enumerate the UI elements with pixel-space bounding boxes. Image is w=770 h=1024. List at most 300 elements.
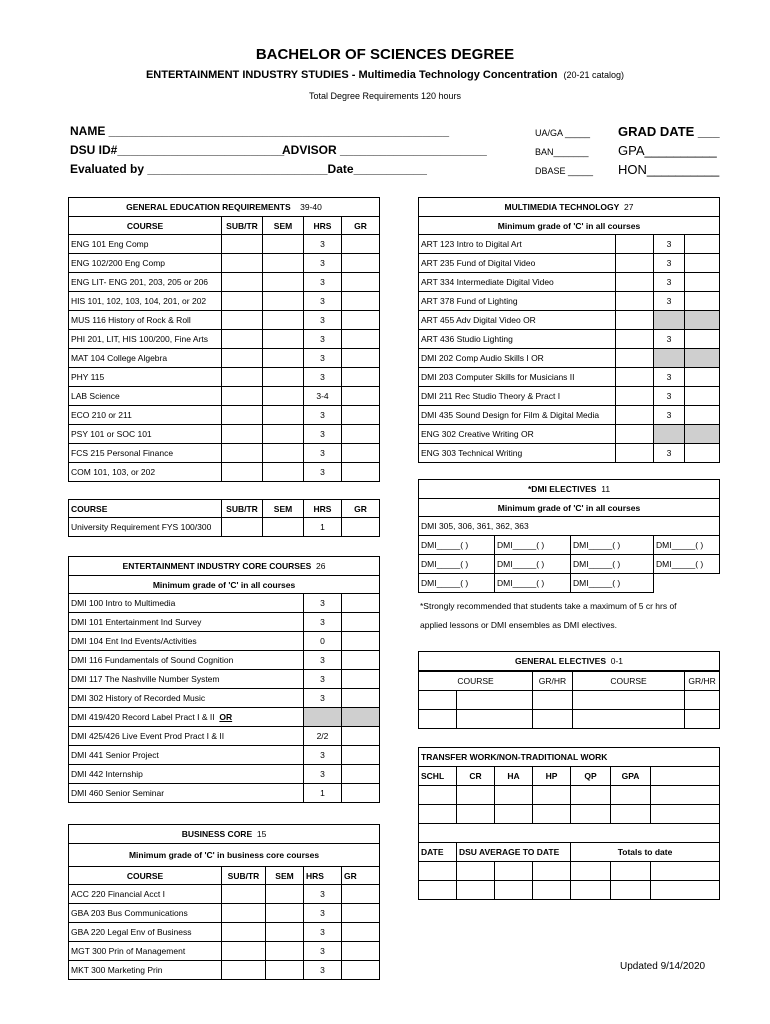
gr-cell[interactable]	[342, 923, 380, 942]
subtr-cell[interactable]	[222, 368, 263, 387]
mmt-table	[418, 197, 720, 463]
input-cell[interactable]	[533, 709, 573, 728]
input-cell[interactable]	[573, 690, 685, 709]
gr-cell[interactable]	[342, 904, 380, 923]
sem-cell[interactable]	[263, 349, 304, 368]
input-cell[interactable]	[495, 805, 533, 824]
hrs-cell: 1	[304, 784, 342, 803]
sem-cell[interactable]	[616, 273, 654, 292]
hrs-cell: 3	[304, 651, 342, 670]
electives-table	[418, 479, 720, 593]
hrs-cell: 3	[654, 273, 685, 292]
gr-cell[interactable]	[342, 632, 380, 651]
course-name: ENG 303 Technical Writing	[419, 444, 616, 463]
input-cell[interactable]	[419, 786, 457, 805]
empty-cell	[654, 574, 720, 593]
input-cell[interactable]	[611, 786, 651, 805]
hrs-cell	[304, 708, 342, 727]
catalog-year: (20-21 catalog)	[563, 70, 625, 80]
hrs-cell: 3	[304, 444, 342, 463]
col-gr: GR	[342, 867, 380, 885]
gr-cell[interactable]	[685, 444, 720, 463]
sem-cell[interactable]	[263, 406, 304, 425]
hrs-cell: 3	[304, 923, 342, 942]
gr-cell[interactable]	[342, 961, 380, 980]
hrs-cell: 3	[304, 406, 342, 425]
subtr-cell[interactable]	[222, 406, 263, 425]
course-name: MUS 116 History of Rock & Roll	[69, 311, 222, 330]
course-name: DMI 302 History of Recorded Music	[69, 689, 304, 708]
or-label: OR	[219, 712, 233, 722]
gr-cell[interactable]	[685, 368, 720, 387]
subtr-cell[interactable]	[222, 961, 266, 980]
transfer-table	[418, 747, 720, 900]
gr-cell[interactable]	[342, 518, 380, 537]
gr-cell[interactable]	[342, 885, 380, 904]
evaluated-field[interactable]: Evaluated by ___________________________Date___________	[70, 162, 427, 176]
elective-slot[interactable]: DMI_____( )	[495, 574, 571, 593]
col-hrs: HRS	[304, 867, 342, 885]
sem-cell[interactable]	[616, 368, 654, 387]
gr-cell[interactable]	[342, 254, 380, 273]
fys-table	[68, 499, 380, 537]
input-cell[interactable]	[571, 862, 611, 881]
gr-cell[interactable]	[342, 594, 380, 613]
hrs-cell: 3	[304, 292, 342, 311]
subtr-cell[interactable]	[222, 387, 263, 406]
sem-cell[interactable]	[263, 311, 304, 330]
subtr-cell[interactable]	[222, 463, 263, 482]
name-field[interactable]: NAME ___________________________________________________	[70, 124, 450, 138]
input-cell[interactable]	[457, 881, 495, 900]
electives-list: DMI 305, 306, 361, 362, 363	[419, 517, 720, 536]
sem-cell[interactable]	[266, 923, 304, 942]
subtr-cell[interactable]	[222, 942, 266, 961]
course-name: ENG LIT- ENG 201, 203, 205 or 206	[69, 273, 222, 292]
course-name: DMI 100 Intro to Multimedia	[69, 594, 304, 613]
input-cell[interactable]	[495, 786, 533, 805]
sem-cell[interactable]	[616, 406, 654, 425]
hrs-cell: 3	[654, 330, 685, 349]
input-cell[interactable]	[611, 805, 651, 824]
gr-cell[interactable]	[685, 311, 720, 330]
sem-cell[interactable]	[266, 904, 304, 923]
subtr-cell[interactable]	[222, 254, 263, 273]
input-cell[interactable]	[495, 862, 533, 881]
course-name: HIS 101, 102, 103, 104, 201, or 202	[69, 292, 222, 311]
elective-slot[interactable]: DMI_____( )	[419, 574, 495, 593]
gr-cell[interactable]	[342, 349, 380, 368]
grad-date-field[interactable]: GRAD DATE ___	[618, 124, 720, 139]
elective-slot[interactable]: DMI_____( )	[419, 536, 495, 555]
input-cell[interactable]	[419, 805, 457, 824]
sem-cell[interactable]	[263, 444, 304, 463]
subtr-cell[interactable]	[222, 273, 263, 292]
gen-ed-hours: 39-40	[300, 202, 322, 212]
gr-cell[interactable]	[685, 292, 720, 311]
electives-title-text: *DMI ELECTIVES	[528, 484, 597, 494]
hrs-cell: 0	[304, 632, 342, 651]
input-cell[interactable]	[571, 786, 611, 805]
updated-date: Updated 9/14/2020	[620, 961, 706, 972]
hrs-cell: 3	[654, 292, 685, 311]
col-totals: Totals to date	[571, 843, 720, 862]
gr-cell[interactable]	[342, 942, 380, 961]
input-cell[interactable]	[457, 805, 495, 824]
dbase-field[interactable]: DBASE _____	[535, 166, 594, 176]
business-hours: 15	[256, 829, 267, 839]
electives-note-2: applied lessons or DMI ensembles as DMI electives.	[420, 620, 617, 630]
sem-cell[interactable]	[263, 254, 304, 273]
gr-cell[interactable]	[342, 273, 380, 292]
course-name: DMI 117 The Nashville Number System	[69, 670, 304, 689]
sem-cell[interactable]	[616, 254, 654, 273]
sem-cell[interactable]	[616, 330, 654, 349]
gr-cell[interactable]	[342, 746, 380, 765]
input-cell[interactable]	[651, 786, 720, 805]
input-cell[interactable]	[457, 690, 533, 709]
gr-cell[interactable]	[342, 406, 380, 425]
hrs-cell: 3-4	[304, 387, 342, 406]
core-table	[68, 556, 380, 803]
sem-cell[interactable]	[616, 387, 654, 406]
spacer-row	[419, 824, 720, 843]
col-gr: GR	[342, 217, 380, 235]
hrs-cell: 3	[304, 885, 342, 904]
gr-cell[interactable]	[342, 784, 380, 803]
elective-slot[interactable]: DMI_____( )	[654, 555, 720, 574]
hrs-cell: 3	[304, 368, 342, 387]
input-cell[interactable]	[533, 786, 571, 805]
gr-cell[interactable]	[342, 387, 380, 406]
sem-cell[interactable]	[263, 368, 304, 387]
col-hrs: HRS	[304, 500, 342, 518]
hrs-cell: 3	[304, 942, 342, 961]
page-subtitle	[0, 69, 770, 81]
transfer-title: TRANSFER WORK/NON-TRADITIONAL WORK	[419, 748, 720, 767]
hrs-cell: 3	[304, 273, 342, 292]
elective-slot[interactable]: DMI_____( )	[419, 555, 495, 574]
subtr-cell[interactable]	[222, 330, 263, 349]
input-cell[interactable]	[571, 881, 611, 900]
gr-cell[interactable]	[685, 387, 720, 406]
gen-elect-hours: 0-1	[610, 656, 624, 666]
gr-cell[interactable]	[342, 765, 380, 784]
gr-cell[interactable]	[685, 330, 720, 349]
hrs-cell: 3	[654, 406, 685, 425]
hrs-cell: 2/2	[304, 727, 342, 746]
course-name: DMI 211 Rec Studio Theory & Pract I	[419, 387, 616, 406]
sem-cell[interactable]	[266, 961, 304, 980]
gen-elect-title-text: GENERAL ELECTIVES	[515, 656, 607, 666]
col-schl: SCHL	[419, 767, 457, 786]
input-cell[interactable]	[419, 881, 457, 900]
gr-cell[interactable]	[342, 292, 380, 311]
gen-elect-table	[418, 651, 720, 729]
core-title	[69, 557, 380, 576]
input-cell[interactable]	[533, 805, 571, 824]
sem-cell[interactable]	[616, 311, 654, 330]
sem-cell[interactable]	[616, 425, 654, 444]
input-cell[interactable]	[685, 709, 720, 728]
gr-cell[interactable]	[685, 273, 720, 292]
col-subtr: SUB/TR	[222, 500, 263, 518]
col-avg: DSU AVERAGE TO DATE	[457, 843, 571, 862]
course-name	[69, 708, 304, 727]
sem-cell[interactable]	[263, 463, 304, 482]
core-min-grade: Minimum grade of 'C' in all courses	[69, 576, 380, 594]
course-name: PSY 101 or SOC 101	[69, 425, 222, 444]
input-cell[interactable]	[457, 709, 533, 728]
hrs-cell: 3	[304, 613, 342, 632]
subtr-cell[interactable]	[222, 292, 263, 311]
col-sem: SEM	[263, 217, 304, 235]
input-cell[interactable]	[533, 690, 573, 709]
course-name: DMI 101 Entertainment Ind Survey	[69, 613, 304, 632]
subtr-cell[interactable]	[222, 518, 263, 537]
hrs-cell: 3	[304, 254, 342, 273]
subtr-cell[interactable]	[222, 885, 266, 904]
input-cell[interactable]	[611, 881, 651, 900]
col-hrs: HRS	[304, 217, 342, 235]
col-sem: SEM	[263, 500, 304, 518]
hrs-cell: 3	[304, 311, 342, 330]
mmt-hours: 27	[624, 202, 634, 212]
hrs-cell: 3	[304, 463, 342, 482]
mmt-title	[419, 198, 720, 217]
business-table	[68, 824, 380, 980]
dsu-id-field[interactable]: DSU ID#_________________________	[70, 143, 285, 157]
advisor-field[interactable]: ADVISOR ______________________	[282, 143, 487, 157]
course-name: PHI 201, LIT, HIS 100/200, Fine Arts	[69, 330, 222, 349]
hrs-cell: 3	[304, 594, 342, 613]
sem-cell[interactable]	[616, 235, 654, 254]
course-name: LAB Science	[69, 387, 222, 406]
gr-cell[interactable]	[342, 444, 380, 463]
elective-slot[interactable]: DMI_____( )	[571, 574, 654, 593]
spacer-cell	[651, 767, 720, 786]
mmt-title-text: MULTIMEDIA TECHNOLOGY	[504, 202, 620, 212]
hrs-cell: 3	[654, 254, 685, 273]
gr-cell[interactable]	[342, 689, 380, 708]
gen-ed-table	[68, 197, 380, 482]
hrs-cell: 3	[304, 349, 342, 368]
course-name: ART 235 Fund of Digital Video	[419, 254, 616, 273]
col-course: COURSE	[69, 217, 222, 235]
core-hours: 26	[316, 561, 326, 571]
hrs-cell: 3	[304, 689, 342, 708]
sem-cell[interactable]	[616, 444, 654, 463]
gr-cell[interactable]	[342, 651, 380, 670]
ban-field[interactable]: BAN_______	[535, 147, 589, 157]
uaga-field[interactable]: UA/GA _____	[535, 128, 591, 138]
gr-cell[interactable]	[342, 311, 380, 330]
sem-cell[interactable]	[266, 885, 304, 904]
gr-cell[interactable]	[685, 254, 720, 273]
subtr-cell[interactable]	[222, 923, 266, 942]
gr-cell[interactable]	[342, 708, 380, 727]
elective-slot[interactable]: DMI_____( )	[571, 536, 654, 555]
hrs-cell: 3	[304, 330, 342, 349]
input-cell[interactable]	[457, 862, 495, 881]
col-qp: QP	[571, 767, 611, 786]
gr-cell[interactable]	[342, 727, 380, 746]
course-name: ART 123 Intro to Digital Art	[419, 235, 616, 254]
col-course: COURSE	[419, 671, 533, 690]
input-cell[interactable]	[419, 709, 457, 728]
sem-cell[interactable]	[263, 518, 304, 537]
course-name: DMI 116 Fundamentals of Sound Cognition	[69, 651, 304, 670]
course-name: DMI 104 Ent Ind Events/Activities	[69, 632, 304, 651]
electives-note-1: *Strongly recommended that students take a maximum of 5 cr hrs of	[420, 601, 677, 611]
input-cell[interactable]	[611, 862, 651, 881]
col-cr: CR	[457, 767, 495, 786]
gen-ed-title	[69, 198, 380, 217]
input-cell[interactable]	[419, 862, 457, 881]
input-cell[interactable]	[651, 881, 720, 900]
sem-cell[interactable]	[616, 349, 654, 368]
course-name: MGT 300 Prin of Management	[69, 942, 222, 961]
subtr-cell[interactable]	[222, 425, 263, 444]
electives-hours: 11	[601, 484, 611, 494]
hrs-cell	[654, 311, 685, 330]
course-name: ENG 101 Eng Comp	[69, 235, 222, 254]
elective-slot[interactable]: DMI_____( )	[654, 536, 720, 555]
mmt-min-grade: Minimum grade of 'C' in all courses	[419, 217, 720, 235]
col-ha: HA	[495, 767, 533, 786]
gr-cell[interactable]	[342, 613, 380, 632]
gr-cell[interactable]	[342, 670, 380, 689]
course-name: MAT 104 College Algebra	[69, 349, 222, 368]
hrs-cell: 1	[304, 518, 342, 537]
hrs-cell: 3	[654, 444, 685, 463]
course-name: ART 334 Intermediate Digital Video	[419, 273, 616, 292]
gen-ed-title-text: GENERAL EDUCATION REQUIREMENTS	[126, 202, 291, 212]
course-name: ENG 102/200 Eng Comp	[69, 254, 222, 273]
course-name: GBA 220 Legal Env of Business	[69, 923, 222, 942]
core-title-text: ENTERTAINMENT INDUSTRY CORE COURSES	[122, 561, 312, 571]
input-cell[interactable]	[495, 881, 533, 900]
gr-cell[interactable]	[685, 235, 720, 254]
electives-title	[419, 480, 720, 499]
input-cell[interactable]	[457, 786, 495, 805]
hrs-cell	[654, 349, 685, 368]
gr-cell[interactable]	[342, 330, 380, 349]
course-name: ART 378 Fund of Lighting	[419, 292, 616, 311]
course-name: University Requirement FYS 100/300	[69, 518, 222, 537]
business-min-grade: Minimum grade of 'C' in business core courses	[69, 844, 380, 867]
elective-slot[interactable]: DMI_____( )	[495, 555, 571, 574]
input-cell[interactable]	[651, 805, 720, 824]
course-name: ACC 220 Financial Acct I	[69, 885, 222, 904]
hrs-cell: 3	[304, 425, 342, 444]
sem-cell[interactable]	[616, 292, 654, 311]
hrs-cell: 3	[654, 387, 685, 406]
hon-field[interactable]: HON__________	[618, 162, 720, 177]
subtr-cell[interactable]	[222, 904, 266, 923]
col-course: COURSE	[69, 500, 222, 518]
elective-slot[interactable]: DMI_____( )	[495, 536, 571, 555]
input-cell[interactable]	[533, 881, 571, 900]
subtr-cell[interactable]	[222, 311, 263, 330]
input-cell[interactable]	[651, 862, 720, 881]
course-name: GBA 203 Bus Communications	[69, 904, 222, 923]
subtr-cell[interactable]	[222, 349, 263, 368]
hrs-cell: 3	[304, 670, 342, 689]
business-title	[69, 825, 380, 844]
hrs-cell: 3	[304, 904, 342, 923]
page-title: BACHELOR OF SCIENCES DEGREE	[255, 46, 515, 63]
gr-cell[interactable]	[685, 349, 720, 368]
course-name: DMI 435 Sound Design for Film & Digital Media	[419, 406, 616, 425]
hrs-cell: 3	[304, 765, 342, 784]
course-name: DMI 441 Senior Project	[69, 746, 304, 765]
sem-cell[interactable]	[263, 292, 304, 311]
gr-cell[interactable]	[342, 235, 380, 254]
col-grhr: GR/HR	[685, 671, 720, 690]
elective-slot[interactable]: DMI_____( )	[571, 555, 654, 574]
subtr-cell[interactable]	[222, 235, 263, 254]
hrs-cell: 3	[304, 235, 342, 254]
course-name: ART 436 Studio Lighting	[419, 330, 616, 349]
course-name: DMI 460 Senior Seminar	[69, 784, 304, 803]
course-name: DMI 425/426 Live Event Prod Pract I & II	[69, 727, 304, 746]
sem-cell[interactable]	[266, 942, 304, 961]
hrs-cell: 3	[304, 961, 342, 980]
subtr-cell[interactable]	[222, 444, 263, 463]
gr-cell[interactable]	[342, 463, 380, 482]
sem-cell[interactable]	[263, 235, 304, 254]
course-text: DMI 419/420 Record Label Pract I & II	[71, 712, 215, 722]
gr-cell[interactable]	[342, 368, 380, 387]
hrs-cell: 3	[304, 746, 342, 765]
electives-min-grade: Minimum grade of 'C' in all courses	[419, 499, 720, 517]
gr-cell[interactable]	[342, 425, 380, 444]
hrs-cell: 3	[654, 235, 685, 254]
business-title-text: BUSINESS CORE	[181, 829, 253, 839]
input-cell[interactable]	[419, 690, 457, 709]
col-course: COURSE	[573, 671, 685, 690]
course-name: COM 101, 103, or 202	[69, 463, 222, 482]
course-name: ART 455 Adv Digital Video OR	[419, 311, 616, 330]
course-name: PHY 115	[69, 368, 222, 387]
total-hours: Total Degree Requirements 120 hours	[308, 91, 462, 101]
input-cell[interactable]	[571, 805, 611, 824]
subtitle-text: ENTERTAINMENT INDUSTRY STUDIES - Multimedia Technology Concentration	[145, 69, 558, 81]
input-cell[interactable]	[533, 862, 571, 881]
gr-cell[interactable]	[685, 425, 720, 444]
course-name: DMI 202 Comp Audio Skills I OR	[419, 349, 616, 368]
sem-cell[interactable]	[263, 387, 304, 406]
col-gpa: GPA	[611, 767, 651, 786]
hrs-cell	[654, 425, 685, 444]
gen-elect-title	[419, 652, 720, 672]
input-cell[interactable]	[573, 709, 685, 728]
course-name: ECO 210 or 211	[69, 406, 222, 425]
gr-cell[interactable]	[685, 406, 720, 425]
col-course: COURSE	[69, 867, 222, 885]
col-sem: SEM	[266, 867, 304, 885]
sem-cell[interactable]	[263, 273, 304, 292]
course-name: DMI 442 Internship	[69, 765, 304, 784]
course-name: MKT 300 Marketing Prin	[69, 961, 222, 980]
sem-cell[interactable]	[263, 330, 304, 349]
input-cell[interactable]	[685, 690, 720, 709]
gpa-field[interactable]: GPA__________	[618, 143, 717, 158]
col-hp: HP	[533, 767, 571, 786]
sem-cell[interactable]	[263, 425, 304, 444]
col-grhr: GR/HR	[533, 671, 573, 690]
